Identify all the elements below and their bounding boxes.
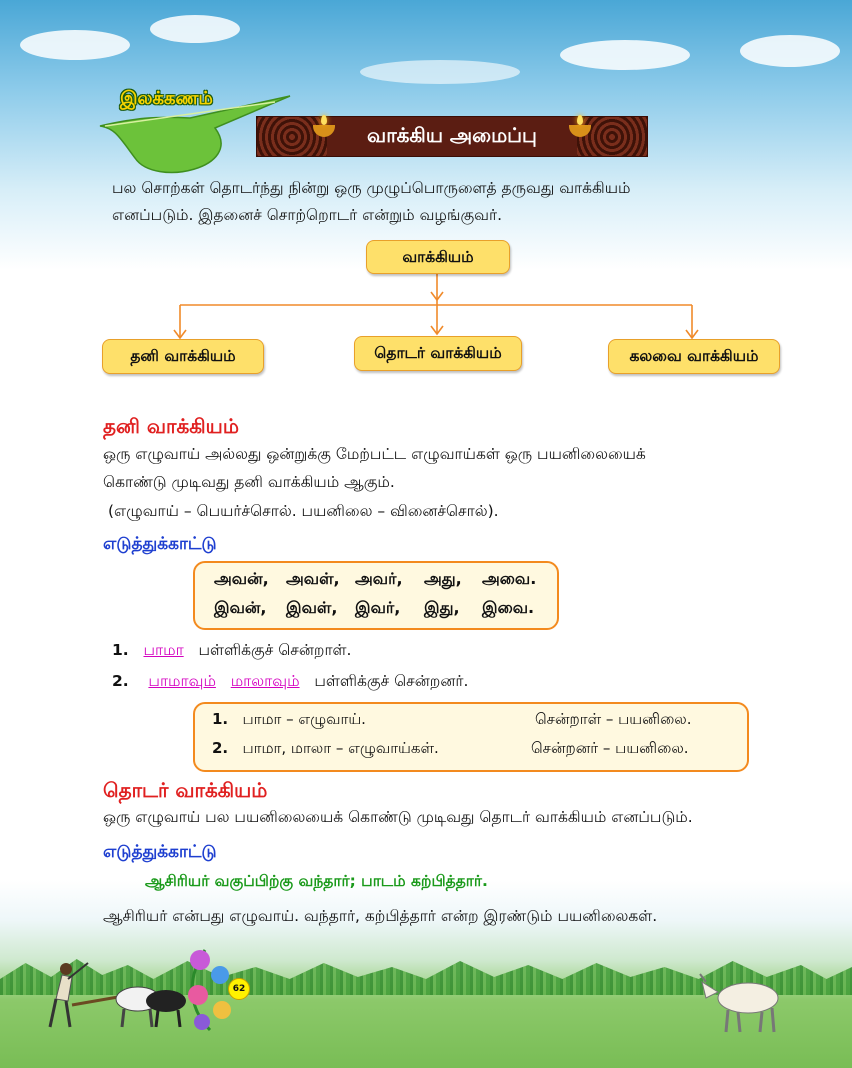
analysis-subject: பாமா, மாலா – எழுவாய்கள். [242, 739, 439, 757]
chapter-tag: இலக்கணம் [120, 88, 213, 109]
farmer-ploughing-icon [38, 955, 198, 1035]
pronoun-word: இவள், [286, 598, 338, 617]
diagram-node-complex: கலவை வாக்கியம் [608, 339, 780, 374]
example-sentence-1 [112, 636, 351, 664]
page-number: 62 [228, 978, 250, 1000]
example-number: 1. [112, 641, 129, 659]
example-number: 2. [112, 672, 129, 690]
pronoun-word: இது, [424, 598, 460, 617]
simple-sentence-heading: தனி வாக்கியம் [103, 414, 239, 438]
simple-def-line-2: கொண்டு முடிவது தனி வாக்கியம் ஆகும். [103, 473, 395, 491]
pronoun-word: அவன், [214, 569, 269, 588]
compound-example: ஆசிரியர் வகுப்பிற்கு வந்தார்; பாடம் கற்பித்தார். [145, 872, 488, 890]
analysis-subject: பாமா – எழுவாய். [242, 710, 366, 728]
intro-line-2: எனப்படும். இதனைச் சொற்றொடர் என்றும் வழங்குவர். [112, 206, 503, 224]
lesson-title: வாக்கிய அமைப்பு [367, 123, 537, 147]
analysis-number: 1. [212, 710, 229, 728]
example-heading: எடுத்துக்காட்டு [103, 842, 217, 862]
subject-highlight: மாலாவும் [230, 672, 300, 690]
pronoun-word: இவர், [355, 598, 401, 617]
sentence-rest: பள்ளிக்குச் சென்றாள். [198, 641, 352, 659]
simple-def-line-3: (எழுவாய் – பெயர்ச்சொல். பயனிலை – வினைச்சொல்). [108, 502, 499, 520]
compound-explanation: ஆசிரியர் என்பது எழுவாய். வந்தார், கற்பித்தார் என்ற இரண்டும் பயனிலைகள். [103, 907, 658, 925]
diagram-root-node: வாக்கியம் [366, 240, 510, 274]
intro-line-1: பல சொற்கள் தொடர்ந்து நின்று ஒரு முழுப்பொருளைத் தருவது வாக்கியம் [112, 179, 631, 197]
subject-highlight: பாமாவும் [148, 672, 216, 690]
diagram-node-simple: தனி வாக்கியம் [102, 339, 264, 374]
pronoun-word: அவை. [482, 569, 537, 588]
example-heading: எடுத்துக்காட்டு [103, 534, 217, 554]
compound-sentence-heading: தொடர் வாக்கியம் [103, 778, 268, 802]
cow-icon [696, 968, 786, 1038]
analysis-predicate: சென்றனர் – பயனிலை. [531, 739, 689, 757]
analysis-row-1 [212, 705, 737, 733]
pronoun-word: அவள், [286, 569, 340, 588]
analysis-row-2 [212, 734, 737, 762]
pronoun-word: இவை. [482, 598, 535, 617]
pronoun-word: அவர், [355, 569, 403, 588]
diagram-node-compound: தொடர் வாக்கியம் [354, 336, 522, 371]
compound-definition: ஒரு எழுவாய் பல பயனிலையைக் கொண்டு முடிவது தொடர் வாக்கியம் எனப்படும். [103, 808, 693, 826]
sentence-rest: பள்ளிக்குச் சென்றனர். [314, 672, 469, 690]
analysis-predicate: சென்றாள் – பயனிலை. [535, 710, 692, 728]
analysis-number: 2. [212, 739, 229, 757]
simple-def-line-1: ஒரு எழுவாய் அல்லது ஒன்றுக்கு மேற்பட்ட எழுவாய்கள் ஒரு பயனிலையைக் [103, 445, 646, 463]
pronoun-word: அது, [424, 569, 462, 588]
pronoun-word: இவன், [214, 598, 267, 617]
subject-highlight: பாமா [143, 641, 184, 659]
example-sentence-2 [112, 667, 468, 695]
